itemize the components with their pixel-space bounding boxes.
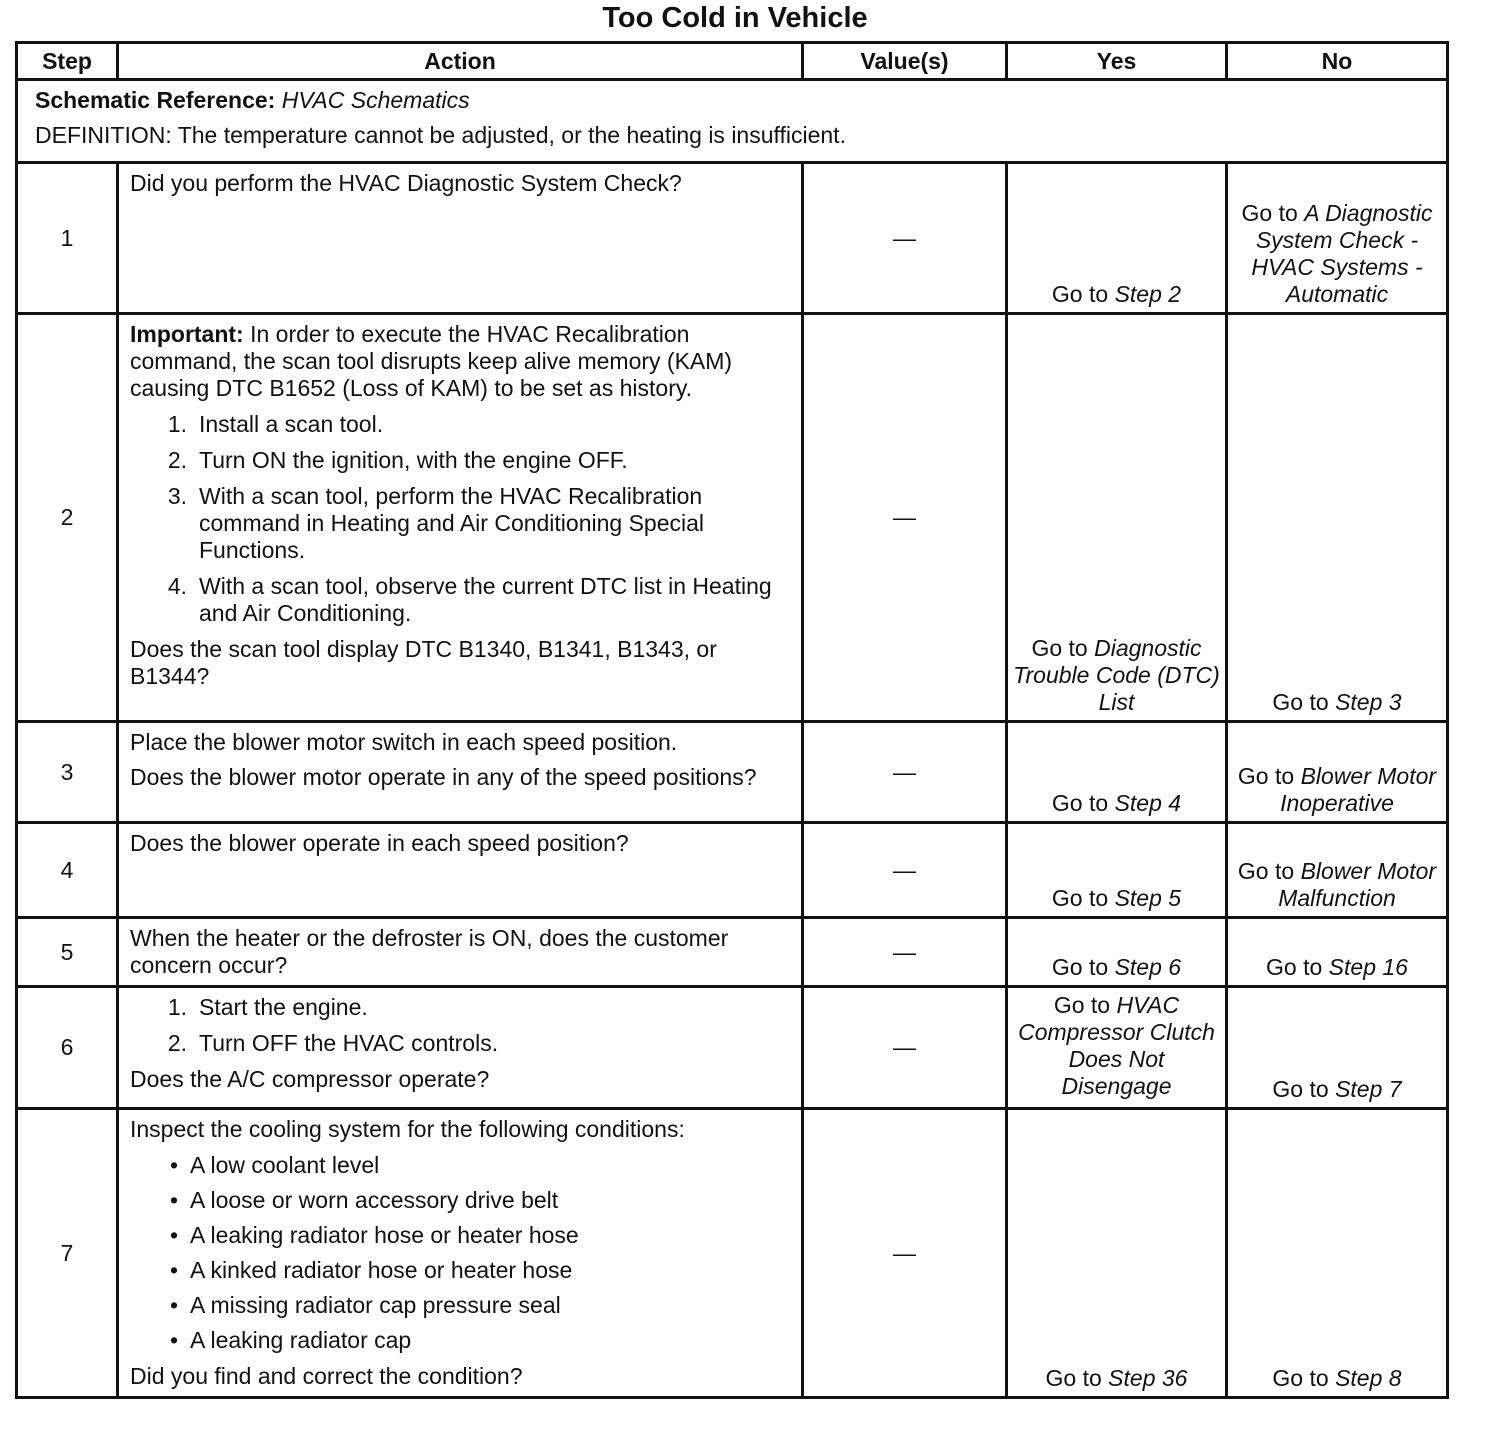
header-action: Action bbox=[118, 43, 803, 80]
no-prefix: Go to bbox=[1237, 763, 1301, 789]
step-number: 5 bbox=[17, 918, 118, 987]
header-yes: Yes bbox=[1007, 43, 1227, 80]
list-item: 1. Start the engine. bbox=[167, 994, 368, 1020]
list-item: • A leaking radiator hose or heater hose bbox=[169, 1222, 579, 1248]
action-text: Did you perform the HVAC Diagnostic System Check? bbox=[130, 170, 682, 196]
table-row bbox=[17, 918, 1448, 987]
value-cell: — bbox=[803, 823, 1007, 918]
page-title: Too Cold in Vehicle bbox=[602, 2, 868, 34]
step-number: 3 bbox=[17, 722, 118, 823]
yes-prefix: Go to bbox=[1051, 885, 1115, 911]
yes-prefix: Go to bbox=[1051, 281, 1115, 307]
action-text: When the heater or the defroster is ON, does the customer concern occur? bbox=[130, 925, 729, 978]
list-item: 2. Turn OFF the HVAC controls. bbox=[167, 1030, 499, 1056]
yes-cell bbox=[1007, 918, 1227, 987]
yes-link[interactable]: Diagnostic Trouble Code (DTC) List bbox=[1013, 635, 1220, 715]
no-link[interactable]: Step 7 bbox=[1335, 1076, 1402, 1102]
list-item: 1. Install a scan tool. bbox=[167, 411, 384, 437]
list-item: • A low coolant level bbox=[169, 1152, 380, 1178]
no-link[interactable]: Step 16 bbox=[1328, 954, 1408, 980]
yes-cell bbox=[1007, 987, 1227, 1109]
no-cell bbox=[1227, 722, 1448, 823]
no-prefix: Go to bbox=[1241, 200, 1305, 226]
reference-cell bbox=[17, 80, 1448, 163]
no-link[interactable]: A Diagnostic System Check - HVAC Systems - Automatic bbox=[1251, 200, 1433, 307]
no-prefix: Go to bbox=[1272, 689, 1336, 715]
no-link[interactable]: Blower Motor Malfunction bbox=[1278, 858, 1437, 911]
yes-link[interactable]: Step 4 bbox=[1114, 790, 1182, 816]
value-cell: — bbox=[803, 987, 1007, 1109]
substep-list bbox=[130, 411, 793, 627]
table-row bbox=[17, 823, 1448, 918]
yes-link[interactable]: HVAC Compressor Clutch Does Not Disengage bbox=[1018, 992, 1215, 1099]
no-prefix: Go to bbox=[1272, 1076, 1336, 1102]
yes-cell bbox=[1007, 1109, 1227, 1398]
condition-list bbox=[130, 1152, 793, 1354]
yes-link[interactable]: Step 6 bbox=[1114, 954, 1182, 980]
value-cell: — bbox=[803, 722, 1007, 823]
list-item: • A leaking radiator cap bbox=[169, 1327, 412, 1353]
yes-cell bbox=[1007, 314, 1227, 722]
no-cell bbox=[1227, 314, 1448, 722]
step-number: 7 bbox=[17, 1109, 118, 1398]
yes-link[interactable]: Step 5 bbox=[1114, 885, 1182, 911]
schematic-reference-label: Schematic Reference: bbox=[35, 87, 276, 113]
header-no: No bbox=[1227, 43, 1448, 80]
list-item: 2. Turn ON the ignition, with the engine OFF. bbox=[167, 447, 628, 473]
step-number: 1 bbox=[17, 163, 118, 314]
reference-row bbox=[17, 80, 1448, 163]
step-number: 4 bbox=[17, 823, 118, 918]
table-row bbox=[17, 987, 1448, 1109]
table-row bbox=[17, 1109, 1448, 1398]
no-link[interactable]: Step 8 bbox=[1335, 1365, 1402, 1391]
list-item: • A missing radiator cap pressure seal bbox=[169, 1292, 561, 1318]
important-text: In order to execute the HVAC Recalibration command, the scan tool disrupts keep alive memory (KAM) causing DTC B1652 (Loss of KAM) to be set as history. bbox=[130, 321, 733, 401]
diagnostic-table bbox=[15, 41, 1449, 1399]
yes-prefix: Go to bbox=[1051, 954, 1115, 980]
yes-link[interactable]: Step 36 bbox=[1108, 1365, 1188, 1391]
no-prefix: Go to bbox=[1272, 1365, 1336, 1391]
no-cell bbox=[1227, 987, 1448, 1109]
table-row bbox=[17, 314, 1448, 722]
yes-cell bbox=[1007, 722, 1227, 823]
list-item: • A kinked radiator hose or heater hose bbox=[169, 1257, 573, 1283]
value-cell: — bbox=[803, 163, 1007, 314]
list-item: • A loose or worn accessory drive belt bbox=[169, 1187, 559, 1213]
yes-prefix: Go to bbox=[1031, 635, 1095, 661]
schematic-reference-link[interactable]: HVAC Schematics bbox=[281, 87, 470, 113]
definition-text: DEFINITION: The temperature cannot be adjusted, or the heating is insufficient. bbox=[35, 122, 846, 148]
yes-prefix: Go to bbox=[1053, 992, 1117, 1018]
header-step: Step bbox=[17, 43, 118, 80]
action-text: Place the blower motor switch in each speed position. bbox=[130, 729, 678, 755]
yes-prefix: Go to bbox=[1051, 790, 1115, 816]
list-item: 4. With a scan tool, observe the current DTC list in Heating and Air Conditioning. bbox=[167, 573, 772, 626]
header-values: Value(s) bbox=[803, 43, 1007, 80]
action-text: Does the blower operate in each speed position? bbox=[130, 830, 629, 856]
no-cell bbox=[1227, 163, 1448, 314]
no-cell bbox=[1227, 1109, 1448, 1398]
no-cell bbox=[1227, 823, 1448, 918]
list-item: 3. With a scan tool, perform the HVAC Recalibration command in Heating and Air Conditioning Special Functions. bbox=[167, 483, 705, 563]
yes-cell bbox=[1007, 163, 1227, 314]
yes-cell bbox=[1007, 823, 1227, 918]
value-cell: — bbox=[803, 314, 1007, 722]
no-prefix: Go to bbox=[1266, 954, 1329, 980]
question-text: Did you find and correct the condition? bbox=[130, 1363, 523, 1389]
action-text: Inspect the cooling system for the following conditions: bbox=[130, 1116, 685, 1142]
table-row bbox=[17, 722, 1448, 823]
step-number: 6 bbox=[17, 987, 118, 1109]
no-link[interactable]: Blower Motor Inoperative bbox=[1280, 763, 1437, 816]
value-cell: — bbox=[803, 1109, 1007, 1398]
question-text: Does the scan tool display DTC B1340, B1341, B1343, or B1344? bbox=[130, 636, 717, 689]
no-prefix: Go to bbox=[1237, 858, 1301, 884]
no-cell bbox=[1227, 918, 1448, 987]
header-row bbox=[17, 43, 1448, 80]
yes-prefix: Go to bbox=[1045, 1365, 1109, 1391]
step-number: 2 bbox=[17, 314, 118, 722]
question-text: Does the blower motor operate in any of the speed positions? bbox=[130, 764, 757, 790]
yes-link[interactable]: Step 2 bbox=[1114, 281, 1182, 307]
no-link[interactable]: Step 3 bbox=[1335, 689, 1402, 715]
important-label: Important: bbox=[130, 321, 244, 347]
value-cell: — bbox=[803, 918, 1007, 987]
table-row bbox=[17, 163, 1448, 314]
question-text: Does the A/C compressor operate? bbox=[130, 1066, 490, 1092]
substep-list bbox=[130, 994, 793, 1057]
